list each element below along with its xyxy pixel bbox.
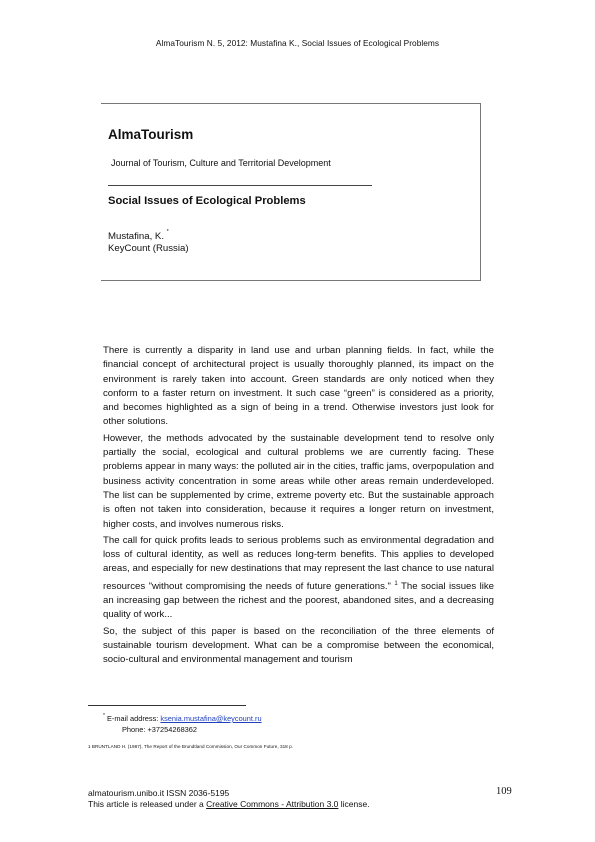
article-title: Social Issues of Ecological Problems (108, 195, 306, 207)
email-link[interactable]: ksenia.mustafina@keycount.ru (160, 714, 262, 723)
paragraph-3-text-a: The call for quick profits leads to serious problems such as environmental degradation and loss of cultural identity, as well as reduces long-term benefits. This applies to developed areas, and especially for new destinations that may represent the last chance to use natural resources "without compromising the needs of future generations." (103, 534, 494, 592)
footer-issn: almatourism.unibo.it ISSN 2036-5195 (88, 788, 230, 798)
footnote-2: 1 BRUNTLAND H. (1987), The Report of the Brundtland Commission, Our Common Future, 318 p. (88, 744, 294, 749)
footnote-1-phone: Phone: +37254268362 (122, 725, 198, 734)
license-link[interactable]: Creative Commons - Attribution 3.0 (206, 799, 339, 809)
footnote-ref-1[interactable]: 1 (394, 580, 398, 587)
title-divider (108, 185, 372, 186)
paragraph-4: So, the subject of this paper is based on the reconciliation of the three elements of sustainable tourism development. What can be a compromise between the economical, socio-cultural and environmental management and tourism (103, 625, 494, 666)
article-body (103, 344, 494, 670)
journal-name: AlmaTourism (108, 127, 194, 142)
journal-subtitle: Journal of Tourism, Culture and Territorial Development (111, 158, 331, 168)
author-text: Mustafina, K. (108, 231, 164, 242)
footer-license (88, 799, 370, 809)
page-number: 109 (496, 786, 512, 797)
license-suffix: license. (338, 799, 370, 809)
paragraph-2: However, the methods advocated by the sustainable development tend to resolve only partially the social, ecological and cultural problems we are currently facing. These problems appear in many ways: the polluted air in the cities, traffic jams, overpopulation and business activity concentration in some areas while other areas remain underdeveloped. The list can be supplemented by crime, extreme poverty etc. But the sustainable approach is often not taken into consideration, because it requires a longer return on investment, higher costs, and involves numerous risks. (103, 432, 494, 530)
footnote-1-label: E-mail address: (104, 714, 161, 723)
footnote-1-marker: * (103, 713, 105, 719)
author-affiliation: KeyCount (Russia) (108, 243, 189, 254)
author-footnote-marker[interactable]: * (166, 229, 169, 235)
paragraph-1: There is currently a disparity in land use and urban planning fields. In fact, while the financial concept of architectural project is usually thoroughly planned, its impact on the environment is rarely taken into account. Green standards are only noticed when they conform to a faster return on investment. It such case “green” is considered as a priority, and becomes highlighted as a sign of being in a trend. Otherwise investors just look for other solutions. (103, 345, 494, 428)
paragraph-3-text-b: The social issues like an increasing gap between the richest and the poorest, abandoned sites, and a decreasing quality of work... (103, 580, 495, 621)
footnote-1 (103, 713, 262, 723)
footnote-separator (88, 705, 246, 706)
running-header: AlmaTourism N. 5, 2012: Mustafina K., Social Issues of Ecological Problems (155, 38, 440, 48)
license-prefix: This article is released under a (88, 799, 207, 809)
paragraph-3 (103, 534, 494, 623)
author-name (108, 229, 169, 242)
